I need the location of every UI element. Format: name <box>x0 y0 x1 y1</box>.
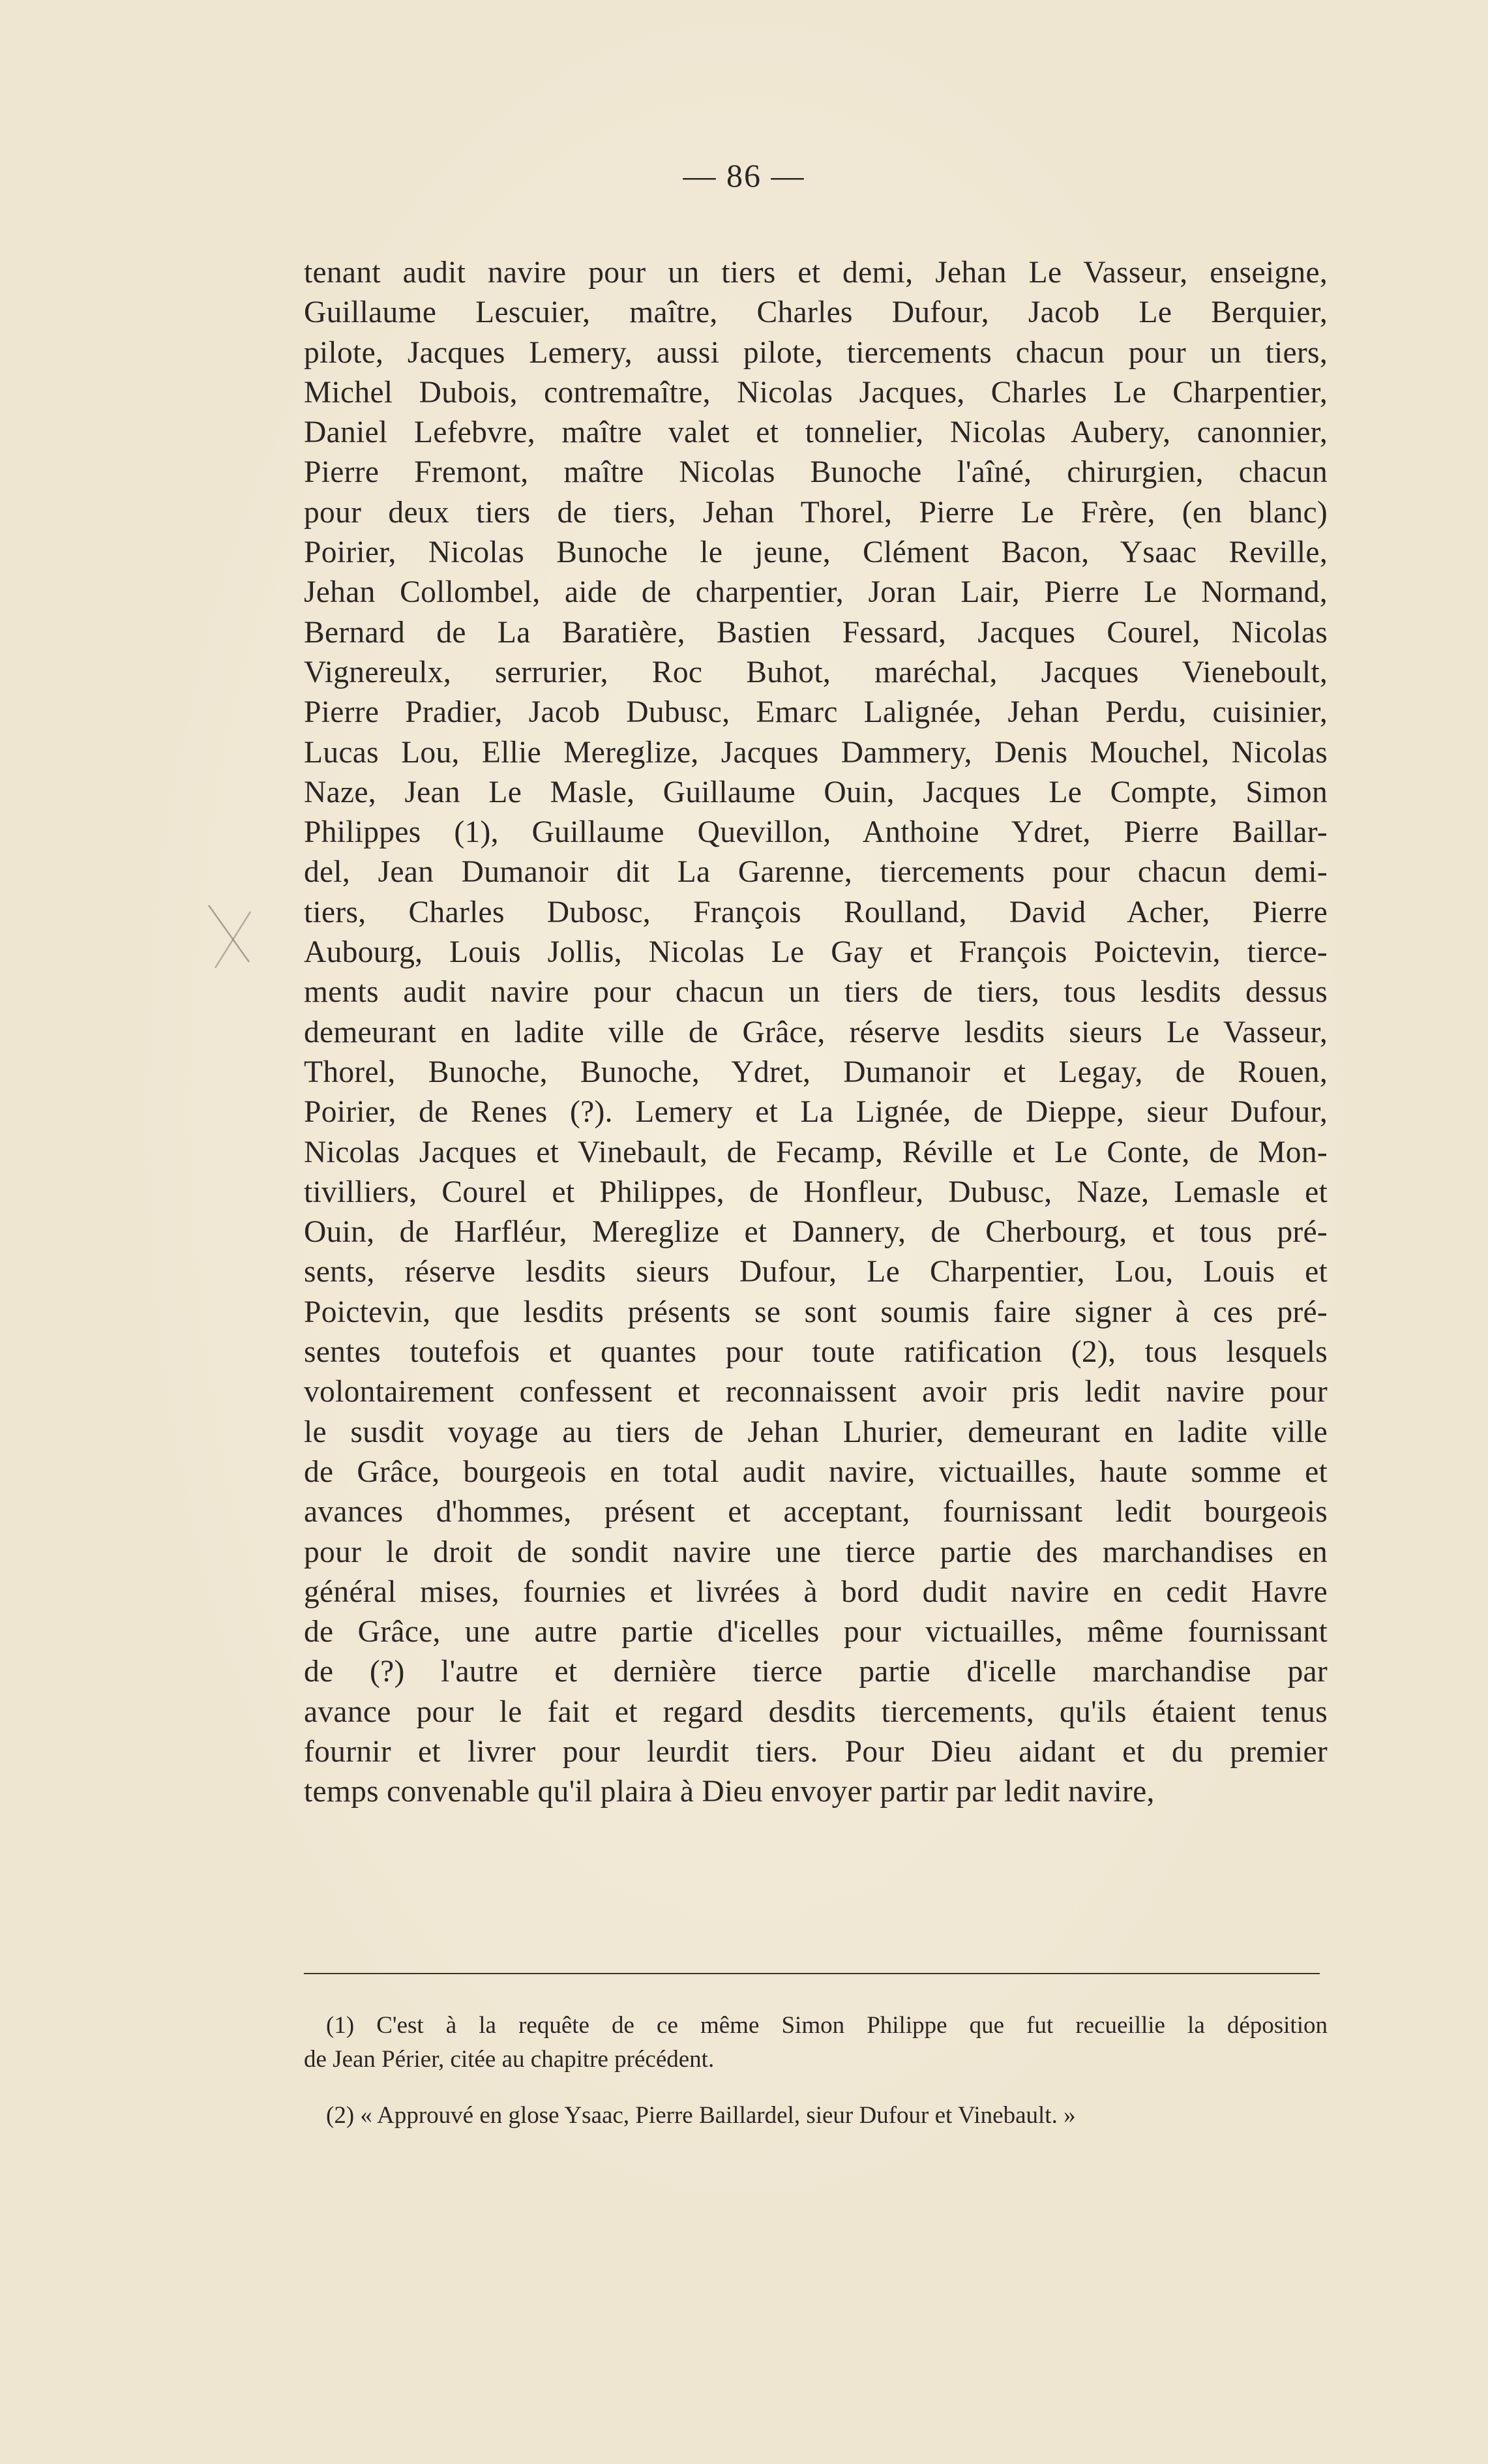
text-line: Naze, Jean Le Masle, Guillaume Ouin, Jacques Le Compte, Simon <box>304 775 1328 809</box>
text-line: demeurant en ladite ville de Grâce, réserve lesdits sieurs Le Vasseur, <box>304 1015 1328 1049</box>
text-line: tenant audit navire pour un tiers et demi, Jehan Le Vasseur, enseigne, <box>304 256 1328 290</box>
text-line: Ouin, de Harfléur, Mereglize et Dannery, de Cherbourg, et tous pré- <box>304 1215 1328 1250</box>
footnote <box>304 2009 1328 2077</box>
text-line: Poirier, Nicolas Bunoche le jeune, Clément Bacon, Ysaac Reville, <box>304 535 1328 570</box>
text-line: Vignereulx, serrurier, Roc Buhot, maréchal, Jacques Vieneboult, <box>304 655 1328 689</box>
text-line: Michel Dubois, contremaître, Nicolas Jacques, Charles Le Charpentier, <box>304 375 1328 410</box>
footnote-line: de Jean Périer, citée au chapitre précédent. <box>304 2046 715 2073</box>
text-line: de (?) l'autre et dernière tierce partie d'icelle marchandise par <box>304 1655 1328 1689</box>
text-line: tivilliers, Courel et Philippes, de Honfleur, Dubusc, Naze, Lemasle et <box>304 1175 1328 1209</box>
text-line: sents, réserve lesdits sieurs Dufour, Le Charpentier, Lou, Louis et <box>304 1255 1328 1289</box>
text-line: Aubourg, Louis Jollis, Nicolas Le Gay et François Poictevin, tierce- <box>304 935 1328 970</box>
text-line: général mises, fournies et livrées à bord dudit navire en cedit Havre <box>304 1574 1328 1609</box>
text-line: Philippes (1), Guillaume Quevillon, Anthoine Ydret, Pierre Baillar- <box>304 815 1328 850</box>
text-line: Guillaume Lescuier, maître, Charles Dufour, Jacob Le Berquier, <box>304 295 1328 330</box>
text-line: avances d'hommes, présent et acceptant, fournissant ledit bourgeois <box>304 1495 1328 1529</box>
text-line: Pierre Fremont, maître Nicolas Bunoche l'aîné, chirurgien, chacun <box>304 455 1328 490</box>
footnote-line: (1) C'est à la requête de ce même Simon Philippe que fut recueillie la déposition <box>326 2012 1328 2039</box>
text-line: de Grâce, une autre partie d'icelles pour victuailles, même fournissant <box>304 1615 1328 1649</box>
text-line: Bernard de La Baratière, Bastien Fessard, Jacques Courel, Nicolas <box>304 615 1328 650</box>
page-number: — 86 — <box>683 157 805 194</box>
text-line: Pierre Pradier, Jacob Dubusc, Emarc Lalignée, Jehan Perdu, cuisinier, <box>304 695 1328 730</box>
footnote-line: (2) « Approuvé en glose Ysaac, Pierre Baillardel, sieur Dufour et Vinebault. » <box>326 2102 1076 2129</box>
text-line: Nicolas Jacques et Vinebault, de Fecamp, Réville et Le Conte, de Mon- <box>304 1135 1328 1169</box>
pencil-cross-mark <box>202 900 261 972</box>
footnote-separator <box>304 1973 1320 1974</box>
text-line: pilote, Jacques Lemery, aussi pilote, tiercements chacun pour un tiers, <box>304 335 1328 370</box>
main-text <box>304 253 1328 1812</box>
text-line: sentes toutefois et quantes pour toute ratification (2), tous lesquels <box>304 1335 1328 1370</box>
text-line: avance pour le fait et regard desdits tiercements, qu'ils étaient tenus <box>304 1694 1328 1729</box>
text-line: fournir et livrer pour leurdit tiers. Pour Dieu aidant et du premier <box>304 1734 1328 1769</box>
text-line: Thorel, Bunoche, Bunoche, Ydret, Dumanoir et Legay, de Rouen, <box>304 1055 1328 1089</box>
footnotes <box>304 2009 1328 2155</box>
text-line: tiers, Charles Dubosc, François Roulland, David Acher, Pierre <box>304 895 1328 929</box>
text-line: Daniel Lefebvre, maître valet et tonnelier, Nicolas Aubery, canonnier, <box>304 415 1328 450</box>
text-line: ments audit navire pour chacun un tiers de tiers, tous lesdits dessus <box>304 975 1328 1010</box>
text-line: Lucas Lou, Ellie Mereglize, Jacques Dammery, Denis Mouchel, Nicolas <box>304 735 1328 770</box>
text-line: le susdit voyage au tiers de Jehan Lhurier, demeurant en ladite ville <box>304 1415 1328 1449</box>
text-line: del, Jean Dumanoir dit La Garenne, tiercements pour chacun demi- <box>304 855 1328 890</box>
text-line: volontairement confessent et reconnaissent avoir pris ledit navire pour <box>304 1375 1328 1409</box>
text-line: pour deux tiers de tiers, Jehan Thorel, Pierre Le Frère, (en blanc) <box>304 495 1328 530</box>
footnote <box>304 2099 1328 2133</box>
text-line: de Grâce, bourgeois en total audit navire, victuailles, haute somme et <box>304 1454 1328 1489</box>
text-line: Poictevin, que lesdits présents se sont soumis faire signer à ces pré- <box>304 1295 1328 1329</box>
text-line: Poirier, de Renes (?). Lemery et La Lignée, de Dieppe, sieur Dufour, <box>304 1095 1328 1130</box>
text-line: pour le droit de sondit navire une tierce partie des marchandises en <box>304 1535 1328 1569</box>
text-line: temps convenable qu'il plaira à Dieu envoyer partir par ledit navire, <box>304 1775 1155 1809</box>
text-line: Jehan Collombel, aide de charpentier, Joran Lair, Pierre Le Normand, <box>304 575 1328 610</box>
